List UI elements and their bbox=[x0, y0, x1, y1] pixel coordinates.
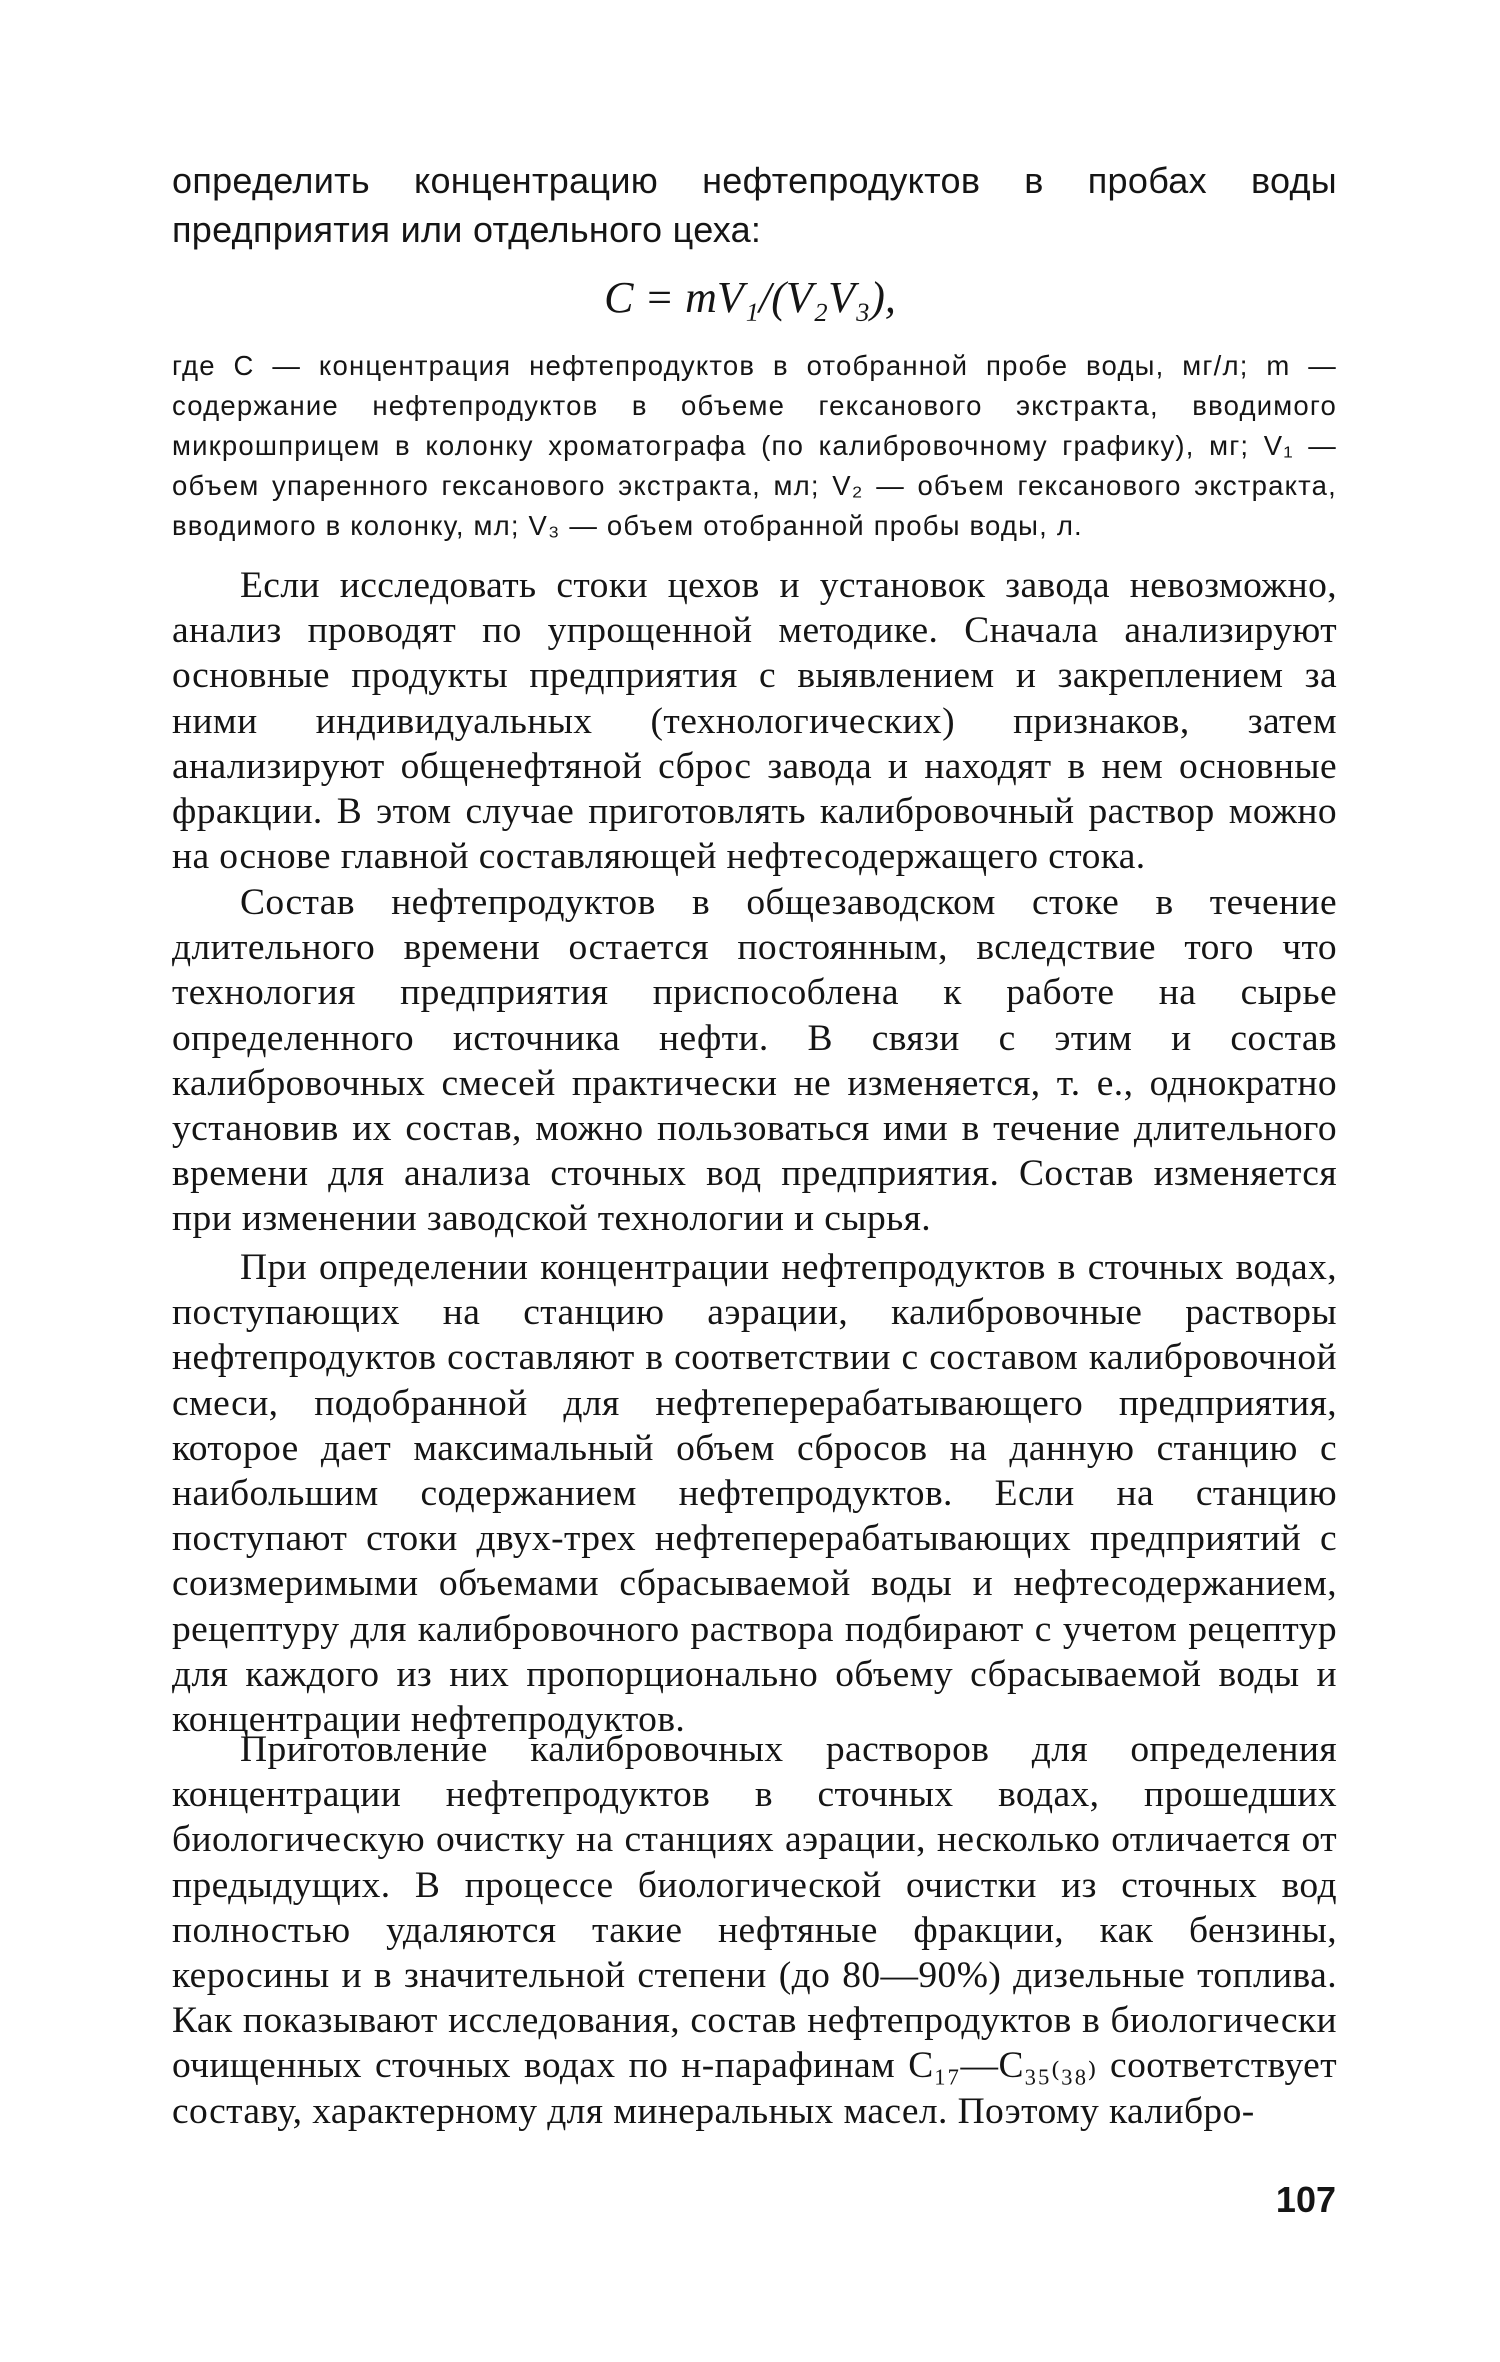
paragraph-simplified-method: Если исследовать стоки цехов и установок завода невозможно, анализ проводят по упрощенной методике. Сначала анализируют основные продукты предприятия с выявлением и закреплением за ними индивидуальных (технологических) признаков, затем анализируют общенефтяной сброс завода и находят в нем основные фракции. В этом случае приготовлять калибровочный раствор можно на основе главной составляющей нефтесодержащего стока. bbox=[172, 565, 1337, 878]
page-number: 107 bbox=[1275, 2179, 1336, 2220]
intro-text: определить концентрацию нефтепродуктов в пробах воды предприятия или отдельного цеха: bbox=[172, 160, 1337, 250]
paragraph-biological-treatment: Приготовление калибровочных растворов для определения концентрации нефтепродуктов в сточных водах, прошедших биологическую очистку на станциях аэрации, несколько отличается от предыдущих. В процессе биологической очистки из сточных вод полностью удаляются такие нефтяные фракции, как бензины, керосины и в значительной степени (до 80—90%) дизельные топлива. Как показывают исследования, состав нефтепродуктов в биологически очищенных сточных водах по н-парафинам C₁₇—C₃₅₍₃₈₎ соответствует составу, характерному для минеральных масел. Поэтому калибро- bbox=[172, 1729, 1337, 2132]
paragraph-aeration-station: При определении концентрации нефтепродуктов в сточных водах, поступающих на станцию аэрации, калибровочные растворы нефтепродуктов составляют в соответствии с составом калибровочной смеси, подобранной для нефтеперерабатывающего предприятия, которое дает максимальный объем сбросов на данную станцию с наибольшим содержанием нефтепродуктов. Если на станцию поступают стоки двух-трех нефтеперерабатывающих предприятий с соизмеримыми объемами сбрасываемой воды и нефтесодержанием, рецептуру для калибровочного раствора подбирают с учетом рецептур для каждого из них пропорционально объему сбрасываемой воды и концентрации нефтепродуктов. bbox=[172, 1247, 1337, 1741]
concentration-formula: C = mV₁/(V₂V₃), bbox=[604, 273, 896, 322]
formula-variable-definitions: где C — концентрация нефтепродуктов в отобранной пробе воды, мг/л; m — содержание нефтепродуктов в объеме гексанового экстракта, вводимого микрошприцем в колонку хроматографа (по калибровочному графику), мг; V₁ — объем упаренного гексанового экстракта, мл; V₂ — объем гексанового экстракта, вводимого в колонку, мл; V₃ — объем отобранной пробы воды, л. bbox=[172, 350, 1337, 541]
paragraph-composition-constancy: Состав нефтепродуктов в общезаводском стоке в течение длительного времени остается постоянным, вследствие того что технология предприятия приспособлена к работе на сырье определенного источника нефти. В связи с этим и состав калибровочных смесей практически не изменяется, т. е., однократно установив их состав, можно пользоваться ими в течение длительного времени для анализа сточных вод предприятия. Состав изменяется при изменении заводской технологии и сырья. bbox=[172, 882, 1337, 1240]
